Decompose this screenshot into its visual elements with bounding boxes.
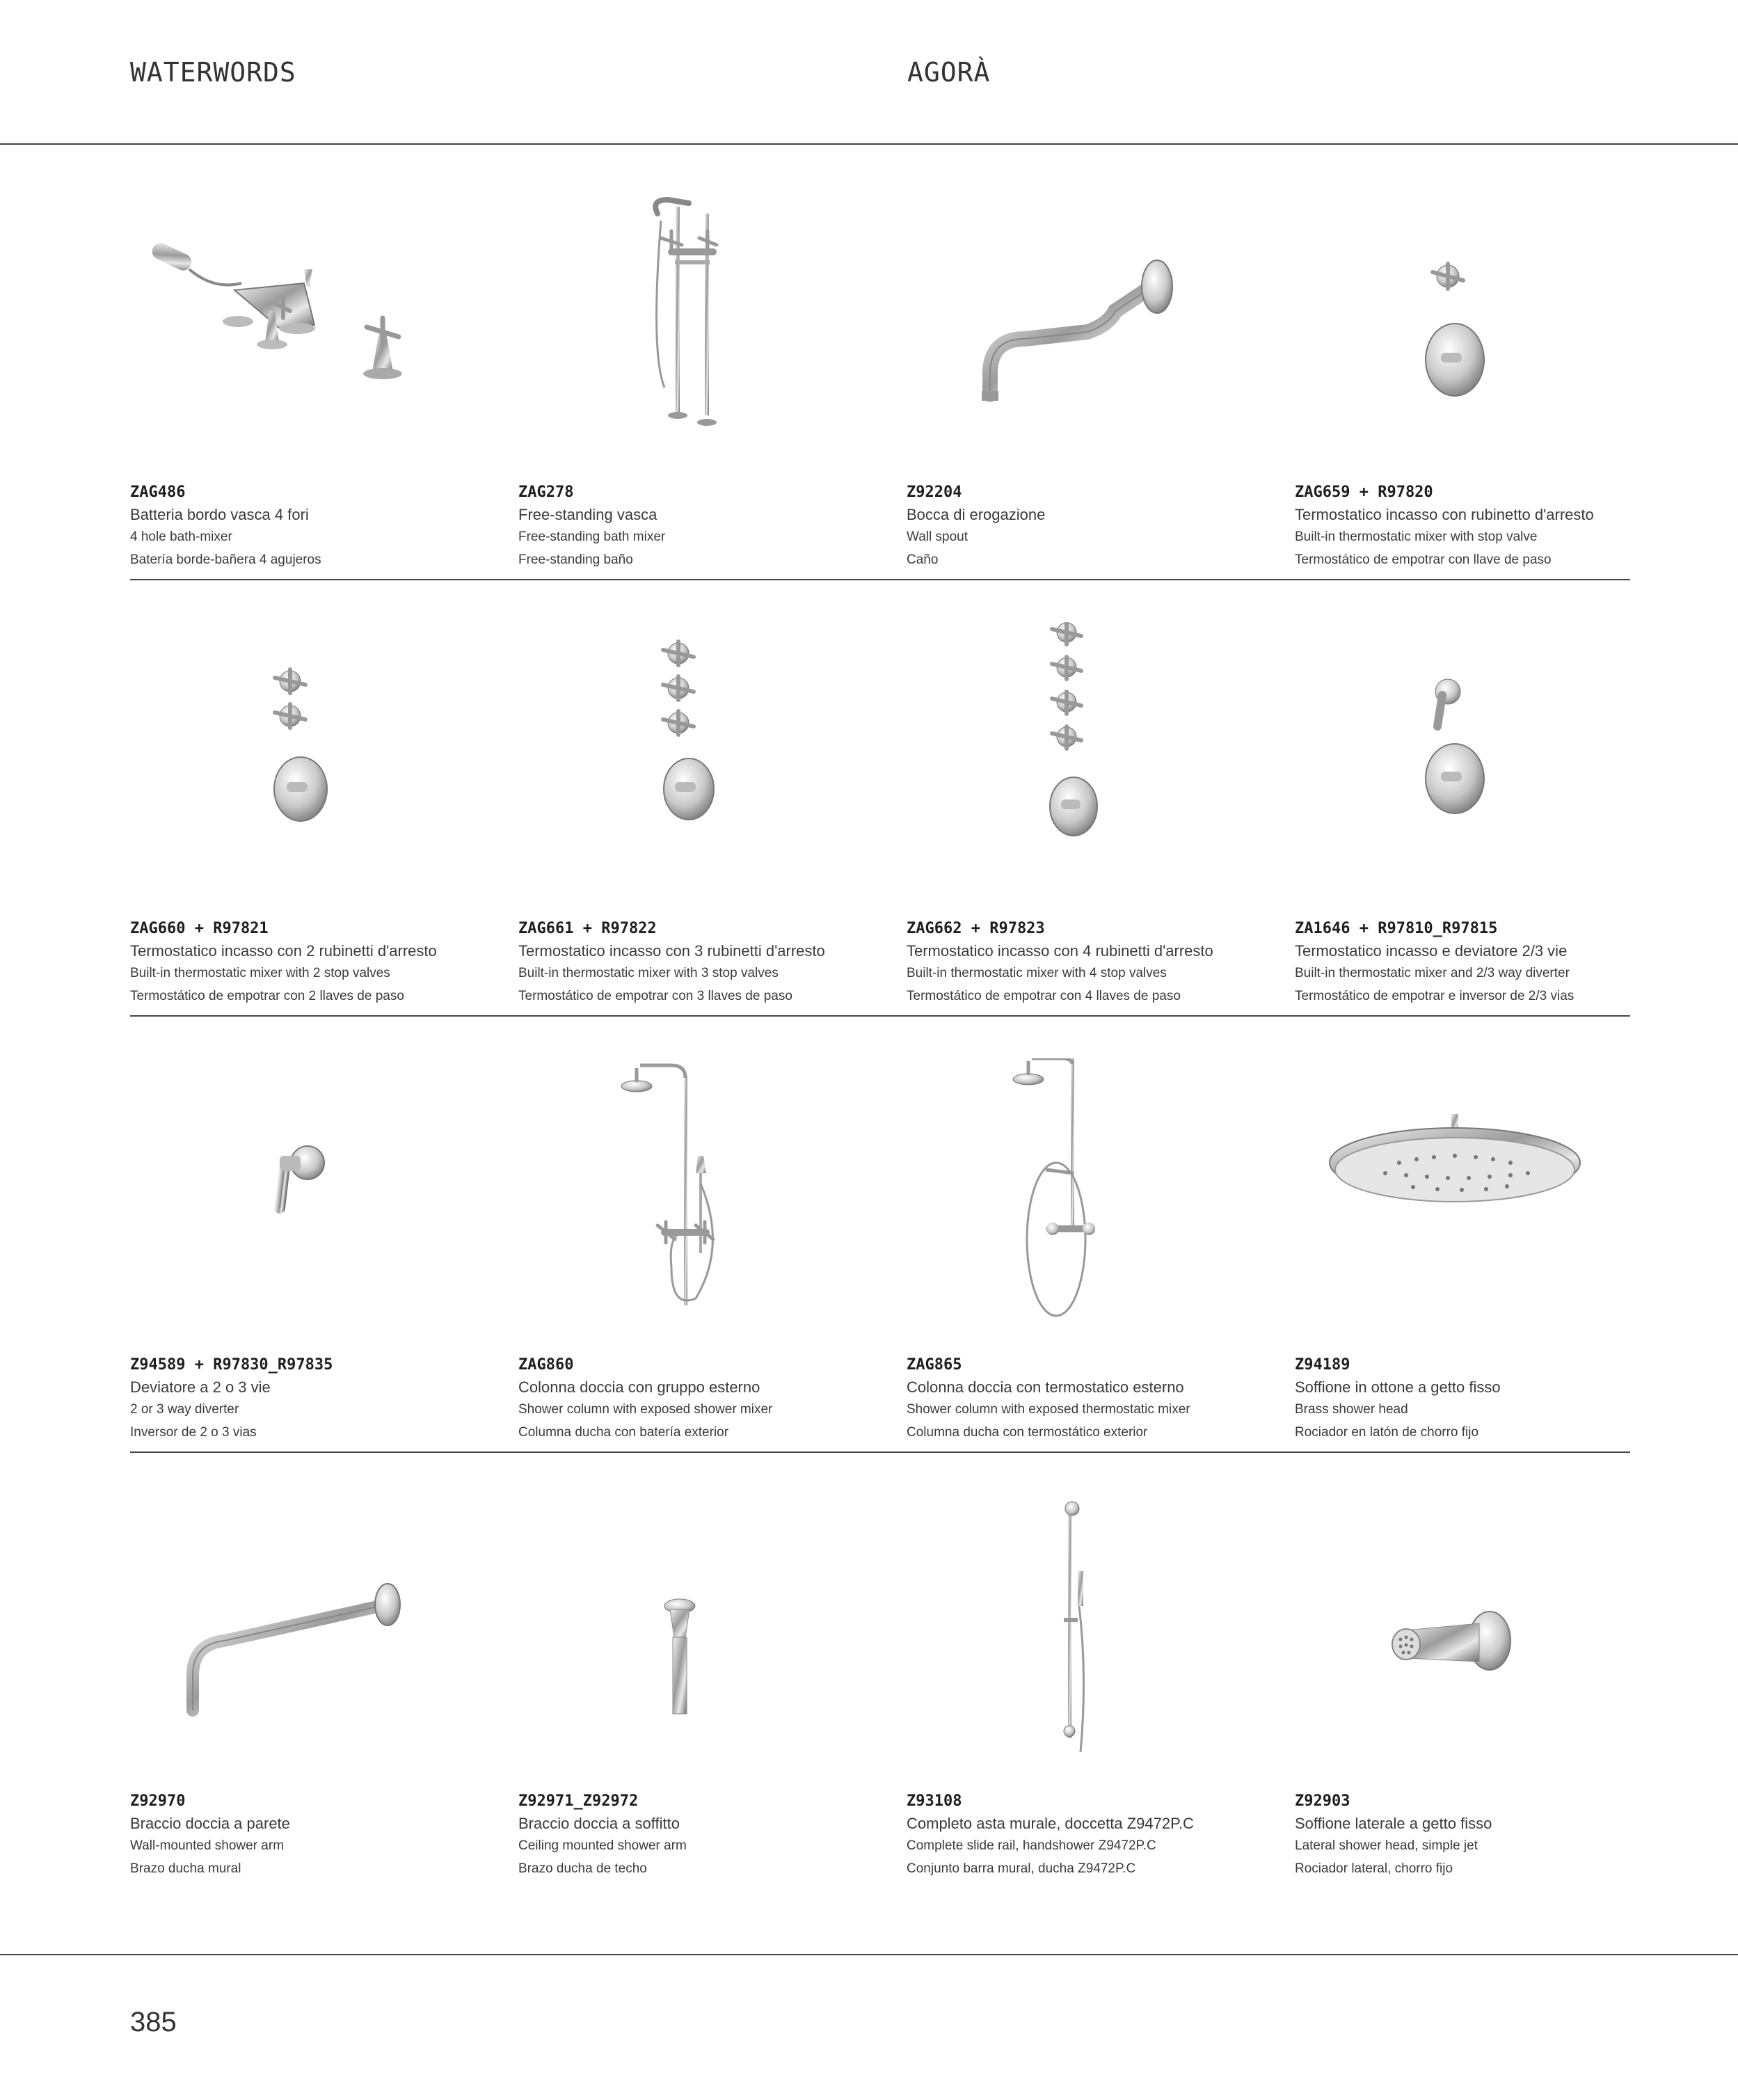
product-name-es: Termostático de empotrar con 3 llaves de paso [518, 989, 792, 1003]
product-card[interactable] [1295, 144, 1670, 579]
product-code: ZAG661 + R97822 [518, 920, 657, 937]
product-name-en: Shower column with exposed shower mixer [518, 1402, 773, 1417]
product-card[interactable] [518, 580, 893, 1015]
product-row [130, 1017, 1630, 1453]
product-name-it: Braccio doccia a parete [130, 1815, 290, 1832]
wall-spout-icon [907, 186, 1227, 478]
product-code: Z92204 [907, 484, 962, 501]
product-name-es: Columna ducha con termostático exterior [907, 1425, 1148, 1440]
bath-mixer-icon [130, 186, 450, 478]
product-name-es: Brazo ducha mural [130, 1861, 241, 1876]
product-name-en: Complete slide rail, handshower Z9472P.C [907, 1838, 1156, 1853]
product-code: ZA1646 + R97810_R97815 [1295, 920, 1498, 937]
product-card[interactable] [907, 1453, 1282, 1888]
thermostatic-1-valve-icon [1295, 186, 1615, 478]
product-card[interactable] [1295, 580, 1670, 1015]
product-card[interactable] [130, 1453, 505, 1888]
product-grid [130, 144, 1630, 1888]
product-card[interactable] [130, 580, 505, 1015]
brand-title: WATERWORDS [130, 57, 296, 88]
product-name-en: Built-in thermostatic mixer with 2 stop valves [130, 966, 390, 980]
diverter-icon [130, 1058, 450, 1351]
product-name-en: Brass shower head [1295, 1402, 1408, 1417]
slide-rail-icon [907, 1495, 1227, 1787]
product-name-en: Free-standing bath mixer [518, 530, 666, 544]
product-row [130, 580, 1630, 1017]
product-card[interactable] [130, 1017, 505, 1451]
product-name-es: Rociador en latón de chorro fijo [1295, 1425, 1479, 1440]
product-code: ZAG860 [518, 1356, 574, 1374]
product-name-es: Rociador lateral, chorro fijo [1295, 1861, 1453, 1876]
product-name-es: Columna ducha con batería exterior [518, 1425, 729, 1440]
product-name-es: Inversor de 2 o 3 vias [130, 1425, 257, 1440]
product-card[interactable] [907, 580, 1282, 1015]
product-name-en: Built-in thermostatic mixer with 4 stop valves [907, 966, 1167, 980]
product-code: Z94189 [1295, 1356, 1350, 1374]
product-card[interactable] [518, 1453, 893, 1888]
product-code: ZAG865 [907, 1356, 962, 1374]
product-code: Z92903 [1295, 1792, 1350, 1810]
product-name-en: Wall spout [907, 530, 968, 544]
product-name-en: Wall-mounted shower arm [130, 1838, 285, 1853]
product-name-en: Built-in thermostatic mixer and 2/3 way diverter [1295, 966, 1570, 980]
product-name-it: Completo asta murale, doccetta Z9472P.C [907, 1815, 1194, 1832]
product-name-en: Lateral shower head, simple jet [1295, 1838, 1478, 1853]
ceiling-shower-arm-icon [518, 1495, 838, 1787]
product-name-it: Termostatico incasso con rubinetto d'arresto [1295, 506, 1594, 523]
product-name-en: Ceiling mounted shower arm [518, 1838, 687, 1853]
product-card[interactable] [1295, 1017, 1670, 1451]
product-name-es: Brazo ducha de techo [518, 1861, 647, 1876]
product-code: Z92970 [130, 1792, 186, 1810]
product-name-it: Braccio doccia a soffitto [518, 1815, 680, 1832]
product-name-it: Batteria bordo vasca 4 fori [130, 506, 309, 523]
product-name-it: Soffione laterale a getto fisso [1295, 1815, 1492, 1832]
product-name-it: Termostatico incasso con 4 rubinetti d'arresto [907, 942, 1213, 960]
product-name-it: Colonna doccia con termostatico esterno [907, 1378, 1184, 1396]
product-name-it: Bocca di erogazione [907, 506, 1046, 523]
product-row [130, 144, 1630, 580]
product-name-it: Deviatore a 2 o 3 vie [130, 1378, 271, 1396]
product-code: ZAG662 + R97823 [907, 920, 1045, 937]
thermostatic-2-valves-icon [130, 622, 450, 914]
freestanding-mixer-icon [518, 186, 838, 478]
product-card[interactable] [518, 1017, 893, 1451]
product-card[interactable] [907, 144, 1282, 579]
product-name-en: Built-in thermostatic mixer with stop valve [1295, 530, 1538, 544]
product-name-it: Termostatico incasso con 2 rubinetti d'arresto [130, 942, 437, 960]
lateral-shower-head-icon [1295, 1495, 1615, 1787]
product-card[interactable] [907, 1017, 1282, 1451]
product-name-en: Built-in thermostatic mixer with 3 stop valves [518, 966, 779, 980]
product-name-es: Free-standing baño [518, 552, 633, 567]
footer-divider [0, 1954, 1738, 1955]
product-code: ZAG660 + R97821 [130, 920, 269, 937]
product-card[interactable] [518, 144, 893, 579]
product-code: ZAG486 [130, 484, 186, 501]
product-name-it: Soffione in ottone a getto fisso [1295, 1378, 1501, 1396]
wall-shower-arm-icon [130, 1495, 450, 1787]
product-name-es: Termostático de empotrar e inversor de 2/3 vias [1295, 989, 1574, 1003]
product-name-it: Termostatico incasso e deviatore 2/3 vie [1295, 942, 1568, 960]
thermostatic-diverter-icon [1295, 622, 1615, 914]
product-name-en: Shower column with exposed thermostatic mixer [907, 1402, 1190, 1417]
product-code: ZAG659 + R97820 [1295, 484, 1433, 501]
product-code: Z94589 + R97830_R97835 [130, 1356, 333, 1374]
product-name-en: 2 or 3 way diverter [130, 1402, 239, 1417]
page-number: 385 [130, 2007, 177, 2037]
product-name-es: Termostático de empotrar con 4 llaves de paso [907, 989, 1181, 1003]
shower-column-thermostatic-icon [907, 1058, 1227, 1351]
product-name-en: 4 hole bath-mixer [130, 530, 232, 544]
thermostatic-3-valves-icon [518, 622, 838, 914]
product-name-es: Conjunto barra mural, ducha Z9472P.C [907, 1861, 1136, 1876]
product-name-es: Batería borde-bañera 4 agujeros [130, 552, 321, 567]
product-name-es: Termostático de empotrar con 2 llaves de paso [130, 989, 404, 1003]
product-code: Z92971_Z92972 [518, 1792, 639, 1810]
product-code: Z93108 [907, 1792, 962, 1810]
product-name-es: Caño [907, 552, 939, 567]
product-card[interactable] [130, 144, 505, 579]
product-name-it: Termostatico incasso con 3 rubinetti d'arresto [518, 942, 825, 960]
thermostatic-4-valves-icon [907, 622, 1227, 914]
product-code: ZAG278 [518, 484, 574, 501]
product-name-it: Colonna doccia con gruppo esterno [518, 1378, 760, 1396]
shower-head-icon [1295, 1058, 1615, 1351]
shower-column-mixer-icon [518, 1058, 838, 1351]
product-name-it: Free-standing vasca [518, 506, 657, 523]
collection-title: AGORÀ [907, 57, 991, 88]
product-name-es: Termostático de empotrar con llave de paso [1295, 552, 1552, 567]
product-row [130, 1453, 1630, 1888]
product-card[interactable] [1295, 1453, 1670, 1888]
